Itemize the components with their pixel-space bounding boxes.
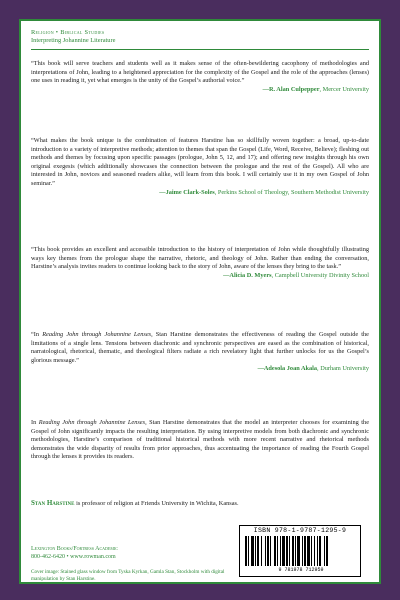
barcode-stripe <box>297 536 300 566</box>
endorser-name: —Adesola Joan Akala <box>257 365 318 373</box>
author-name: Stan Harstine <box>31 499 75 507</box>
barcode-stripe <box>302 536 303 566</box>
publisher-info <box>31 545 231 561</box>
endorsement-3 <box>31 246 369 280</box>
endorsement-attribution <box>31 365 369 374</box>
author-bio <box>31 499 369 509</box>
endorsement-4 <box>31 331 369 374</box>
cover-image-credit: Cover image: Stained glass window from Tyska Kyrkan, Gamla Stan, Stockholm with digital manipulation by Stan Harstine. <box>31 569 225 582</box>
subcategory-label: Interpreting Johannine Literature <box>31 37 116 44</box>
book-title-italic: Reading John through Johannine Lenses <box>38 419 146 426</box>
endorsement-1 <box>31 60 369 94</box>
barcode-stripe <box>255 536 256 566</box>
endorser-name: —R. Alan Culpepper <box>262 85 320 93</box>
endorsement-2 <box>31 137 369 197</box>
category-label: Religion • Biblical Studies <box>31 29 105 36</box>
endorser-institution: , Durham University <box>317 365 369 373</box>
publisher-name: Lexington Books/Fortress Academic <box>31 546 118 552</box>
barcode-stripe <box>319 536 321 566</box>
endorsement-text: “This book will serve teachers and students well as it makes sense of the often-bewildering cacophony of methodologies and interpretations of John, leading to a heightened appreciation for the complexity of the Gospel and the role of the approaches (lenses) one uses in reading it, yet what emerges is the unity of the Gospel’s authorial voice.” <box>31 60 369 85</box>
barcode-stripe <box>286 536 288 566</box>
book-title-italic: Reading John through Johannine Lenses <box>42 331 152 338</box>
barcode-stripe <box>289 536 290 566</box>
barcode-stripe <box>314 536 315 566</box>
barcode-stripe <box>324 536 325 566</box>
book-description <box>31 419 369 462</box>
endorsement-text: “What makes the book unique is the combination of features Harstine has so skillfully woven together: a broad, up-to-date introduction to a variety of interpretive methods; attention to themes that span the Gospel (Life, Word, Receive, Believe); fleshing out methods and themes by focusing upon specific passages (prologue, John 5, 12, and 17); and offering new insights through his own original exegesis (which additionally showcases the connection between the prologue and the rest of the Gospel). All who are interested in John, novices and seasoned readers alike, will learn from this book. I will certainly use it in my own Gospel of John seminar.” <box>31 137 369 187</box>
barcode-stripe <box>248 536 249 566</box>
endorsement-attribution <box>31 272 369 281</box>
endorser-name: —Alicia D. Myers <box>223 271 272 279</box>
description-text <box>31 419 369 462</box>
isbn-barcode <box>239 525 361 577</box>
barcode-stripe <box>270 536 271 566</box>
author-bio-body: is professor of religion at Friends University in Wichita, Kansas. <box>74 500 239 507</box>
barcode-stripe <box>245 536 247 566</box>
barcode-stripe <box>326 536 328 566</box>
barcode-stripe <box>267 536 269 566</box>
isbn-label: ISBN 978-1-9787-1295-9 <box>253 527 347 534</box>
barcode-stripe <box>317 536 318 566</box>
endorsement-attribution <box>31 86 369 95</box>
endorsement-text-pre: “In <box>31 331 43 338</box>
publisher-contact: 800-462-6420 • www.rowman.com <box>31 554 116 560</box>
endorsement-text: “This book provides an excellent and accessible introduction to the history of interpretation of John while thoughtfully illustrating ways key themes from the prologue shape the narrative, rhetoric, and theology of John. Rather than ending the conversation, Harstine’s analysis invites readers to continue looking back to the story of John, aware of the lenses they bring to the task.” <box>31 246 369 271</box>
barcode-stripe <box>282 536 285 566</box>
barcode-stripe <box>251 536 254 566</box>
barcode-stripe <box>274 536 276 566</box>
barcode-stripe <box>307 536 310 566</box>
endorsement-text-post: , Stan Harstine demonstrates the effectiveness of reading the Gospel outside the limitations of a single lens. Tensions between diachronic and synchronic perspectives are eased as the combination of historical, narratological, rhetorical, thematic, and theological filters radiate a rich revelatory light that further unlocks for us the Gospel’s glorious message.” <box>31 331 369 364</box>
endorser-institution: , Campbell University Divinity School <box>271 271 369 279</box>
endorsement-text <box>31 331 369 365</box>
barcode-number: 9 781978 712959 <box>278 567 324 573</box>
description-pre: In <box>31 419 39 426</box>
barcode-stripe <box>265 536 266 566</box>
barcode-stripe <box>304 536 306 566</box>
description-post: , Stan Harstine demonstrates that the model an interpreter chooses for examining the Gospel of John significantly impacts the resulting interpretation. By using interpretive models from both diachronic and synchronic methodologies, Harstine’s comparison of traditional historical methods with more recent narrative and rhetorical methods demonstrates the wide disparity of results from prior approaches, thus accentuating the importance of reading the Fourth Gospel through the lenses it provides its readers. <box>31 419 369 461</box>
barcode-stripe <box>277 536 278 566</box>
barcode-stripe <box>261 536 262 566</box>
panel-inner <box>31 29 369 582</box>
barcode-stripe <box>292 536 294 566</box>
header-divider <box>31 49 369 50</box>
barcode-stripe <box>280 536 281 566</box>
endorser-name: —Jaime Clark-Soles <box>159 188 215 196</box>
barcode-stripe <box>311 536 312 566</box>
endorser-institution: , Perkins School of Theology, Southern Methodist University <box>214 188 369 196</box>
barcode-stripe <box>295 536 296 566</box>
barcode-stripe <box>257 536 259 566</box>
endorser-institution: , Mercer University <box>319 85 369 93</box>
author-bio-text <box>31 499 369 509</box>
barcode-bars <box>245 536 357 566</box>
endorsement-attribution <box>31 189 369 198</box>
content-panel <box>19 19 381 584</box>
